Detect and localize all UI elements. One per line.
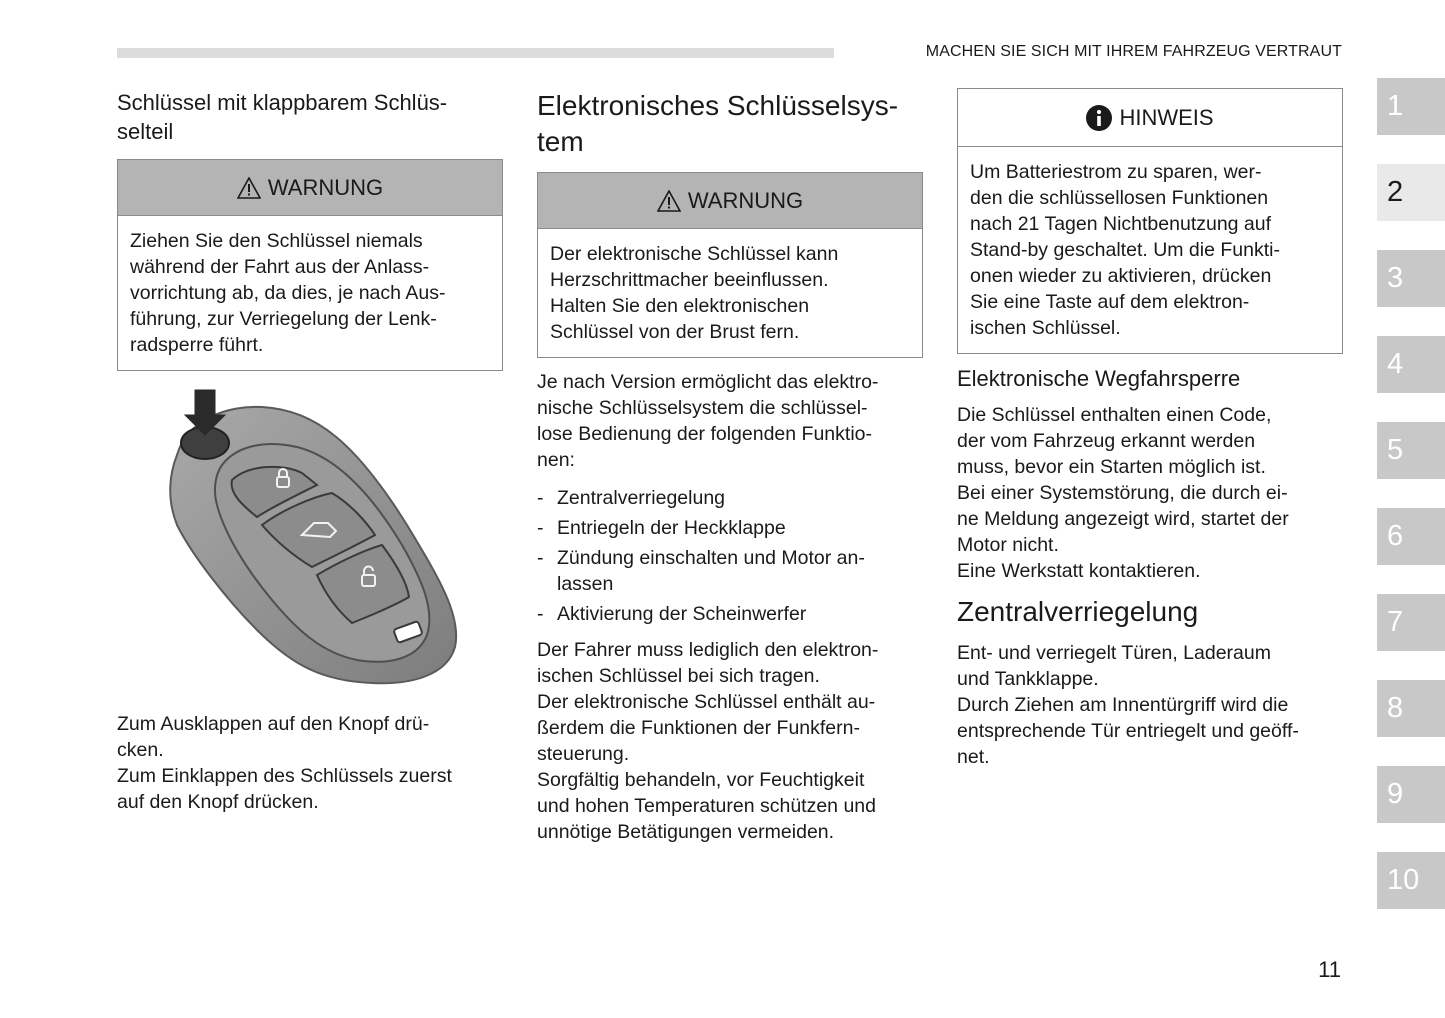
text-line: ßerdem die Funktionen der Funkfern- bbox=[537, 717, 860, 739]
text-line: steuerung. bbox=[537, 743, 630, 765]
page-number: 11 bbox=[1318, 957, 1341, 982]
column-key-folding bbox=[117, 88, 503, 371]
text-line: und hohen Temperaturen schützen und bbox=[537, 795, 876, 817]
warning-label: WARNUNG bbox=[267, 174, 384, 200]
central-locking-text bbox=[957, 640, 1343, 770]
text-line: Durch Ziehen am Innentürgriff wird die bbox=[957, 694, 1289, 716]
text-line: Entriegeln der Heckklappe bbox=[557, 517, 786, 539]
outro-text bbox=[537, 637, 923, 845]
text-line: net. bbox=[957, 746, 990, 768]
section-title-folding-key bbox=[117, 88, 503, 146]
header-rule bbox=[117, 48, 834, 58]
text-line: Halten Sie den elektronischen bbox=[550, 295, 810, 317]
title-line: selteil bbox=[117, 119, 174, 144]
note-text bbox=[958, 147, 1342, 353]
warning-text bbox=[118, 216, 502, 370]
text-line: ne Meldung angezeigt wird, startet der bbox=[957, 508, 1289, 530]
text-line: Der elektronische Schlüssel kann bbox=[550, 243, 839, 265]
section-title-central-locking: Zentralverriegelung bbox=[957, 596, 1199, 627]
text-line: Sorgfältig behandeln, vor Feuchtigkeit bbox=[537, 769, 865, 791]
text-line: Herzschrittmacher beeinflussen. bbox=[550, 269, 829, 291]
chapter-tab-5[interactable]: 5 bbox=[1377, 422, 1445, 479]
text-line: Der Fahrer muss lediglich den elektron- bbox=[537, 639, 879, 661]
chapter-tab-10[interactable]: 10 bbox=[1377, 852, 1445, 909]
intro-text bbox=[537, 369, 923, 473]
text-line: und Tankklappe. bbox=[957, 668, 1099, 690]
text-line: Sie eine Taste auf dem elektron- bbox=[970, 291, 1250, 313]
text-line: vorrichtung ab, da dies, je nach Aus- bbox=[130, 282, 446, 304]
note-label: HINWEIS bbox=[1119, 104, 1214, 130]
warning-label: WARNUNG bbox=[687, 187, 804, 213]
list-item bbox=[537, 515, 923, 541]
chapter-tab-2[interactable]: 2 bbox=[1377, 164, 1445, 221]
function-list bbox=[537, 485, 923, 627]
text-line: entsprechende Tür entriegelt und geöff- bbox=[957, 720, 1299, 742]
text-line: auf den Knopf drücken. bbox=[117, 791, 319, 813]
text-line: ischen Schlüssel bei sich tragen. bbox=[537, 665, 820, 687]
column-electronic-key bbox=[537, 88, 923, 845]
text-line: Zündung einschalten und Motor an- bbox=[557, 547, 865, 569]
text-line: cken. bbox=[117, 739, 164, 761]
text-line: während der Fahrt aus der Anlass- bbox=[130, 256, 430, 278]
chapter-tab-1[interactable]: 1 bbox=[1377, 78, 1445, 135]
text-line: Eine Werkstatt kontaktieren. bbox=[957, 560, 1201, 582]
section-title-immobilizer: Elektronische Wegfahrsperre bbox=[957, 366, 1241, 391]
text-line: nen: bbox=[537, 449, 575, 471]
chapter-title: MACHEN SIE SICH MIT IHREM FAHRZEUG VERTRAUT bbox=[925, 43, 1342, 60]
text-line: führung, zur Verriegelung der Lenk- bbox=[130, 308, 437, 330]
text-line: lassen bbox=[557, 573, 614, 595]
list-item bbox=[537, 545, 923, 597]
text-line: muss, bevor ein Starten möglich ist. bbox=[957, 456, 1266, 478]
column-note-immobilizer bbox=[957, 88, 1343, 770]
text-line: unnötige Betätigungen vermeiden. bbox=[537, 821, 835, 843]
immobilizer-text bbox=[957, 402, 1343, 584]
title-line: tem bbox=[537, 126, 584, 157]
instruction-text bbox=[117, 711, 503, 815]
warning-header bbox=[118, 160, 502, 216]
text-line: Zentralverriegelung bbox=[557, 487, 726, 509]
note-box bbox=[957, 88, 1343, 354]
title-line: Schlüssel mit klappbarem Schlüs- bbox=[117, 90, 448, 115]
chapter-tab-7[interactable]: 7 bbox=[1377, 594, 1445, 651]
chapter-tab-8[interactable]: 8 bbox=[1377, 680, 1445, 737]
chapter-tab-6[interactable]: 6 bbox=[1377, 508, 1445, 565]
chapter-tab-4[interactable]: 4 bbox=[1377, 336, 1445, 393]
text-line: Ent- und verriegelt Türen, Laderaum bbox=[957, 642, 1271, 664]
info-circle-icon bbox=[1086, 105, 1112, 131]
text-line: Der elektronische Schlüssel enthält au- bbox=[537, 691, 876, 713]
text-line: Je nach Version ermöglicht das elektro- bbox=[537, 371, 879, 393]
folding-key-illustration bbox=[117, 385, 503, 697]
list-item bbox=[537, 485, 923, 511]
text-line: Aktivierung der Scheinwerfer bbox=[557, 603, 807, 625]
text-line: nische Schlüsselsystem die schlüssel- bbox=[537, 397, 868, 419]
text-line: den die schlüssellosen Funktionen bbox=[970, 187, 1269, 209]
text-line: onen wieder zu aktivieren, drücken bbox=[970, 265, 1272, 287]
folding-instructions bbox=[117, 711, 503, 815]
warning-box bbox=[537, 172, 923, 358]
text-line: der vom Fahrzeug erkannt werden bbox=[957, 430, 1256, 452]
text-line: Bei einer Systemstörung, die durch ei- bbox=[957, 482, 1288, 504]
warning-box bbox=[117, 159, 503, 371]
title-line: Elektronisches Schlüsselsys- bbox=[537, 90, 899, 121]
warning-text bbox=[538, 229, 922, 357]
section-title-electronic-key bbox=[537, 88, 923, 160]
text-line: ischen Schlüssel. bbox=[970, 317, 1121, 339]
text-line: Um Batteriestrom zu sparen, wer- bbox=[970, 161, 1262, 183]
chapter-tab-3[interactable]: 3 bbox=[1377, 250, 1445, 307]
warning-header bbox=[538, 173, 922, 229]
list-item bbox=[537, 601, 923, 627]
text-line: Schlüssel von der Brust fern. bbox=[550, 321, 800, 343]
text-line: lose Bedienung der folgenden Funktio- bbox=[537, 423, 872, 445]
warning-triangle-icon bbox=[237, 177, 261, 199]
text-line: Ziehen Sie den Schlüssel niemals bbox=[130, 230, 423, 252]
text-line: Die Schlüssel enthalten einen Code, bbox=[957, 404, 1272, 426]
text-line: Zum Ausklappen auf den Knopf drü- bbox=[117, 713, 430, 735]
note-header bbox=[958, 89, 1342, 147]
warning-triangle-icon bbox=[657, 190, 681, 212]
text-line: Motor nicht. bbox=[957, 534, 1059, 556]
text-line: radsperre führt. bbox=[130, 334, 264, 356]
text-line: Zum Einklappen des Schlüssels zuerst bbox=[117, 765, 452, 787]
text-line: Stand-by geschaltet. Um die Funkti- bbox=[970, 239, 1280, 261]
chapter-tab-9[interactable]: 9 bbox=[1377, 766, 1445, 823]
text-line: nach 21 Tagen Nichtbenutzung auf bbox=[970, 213, 1272, 235]
